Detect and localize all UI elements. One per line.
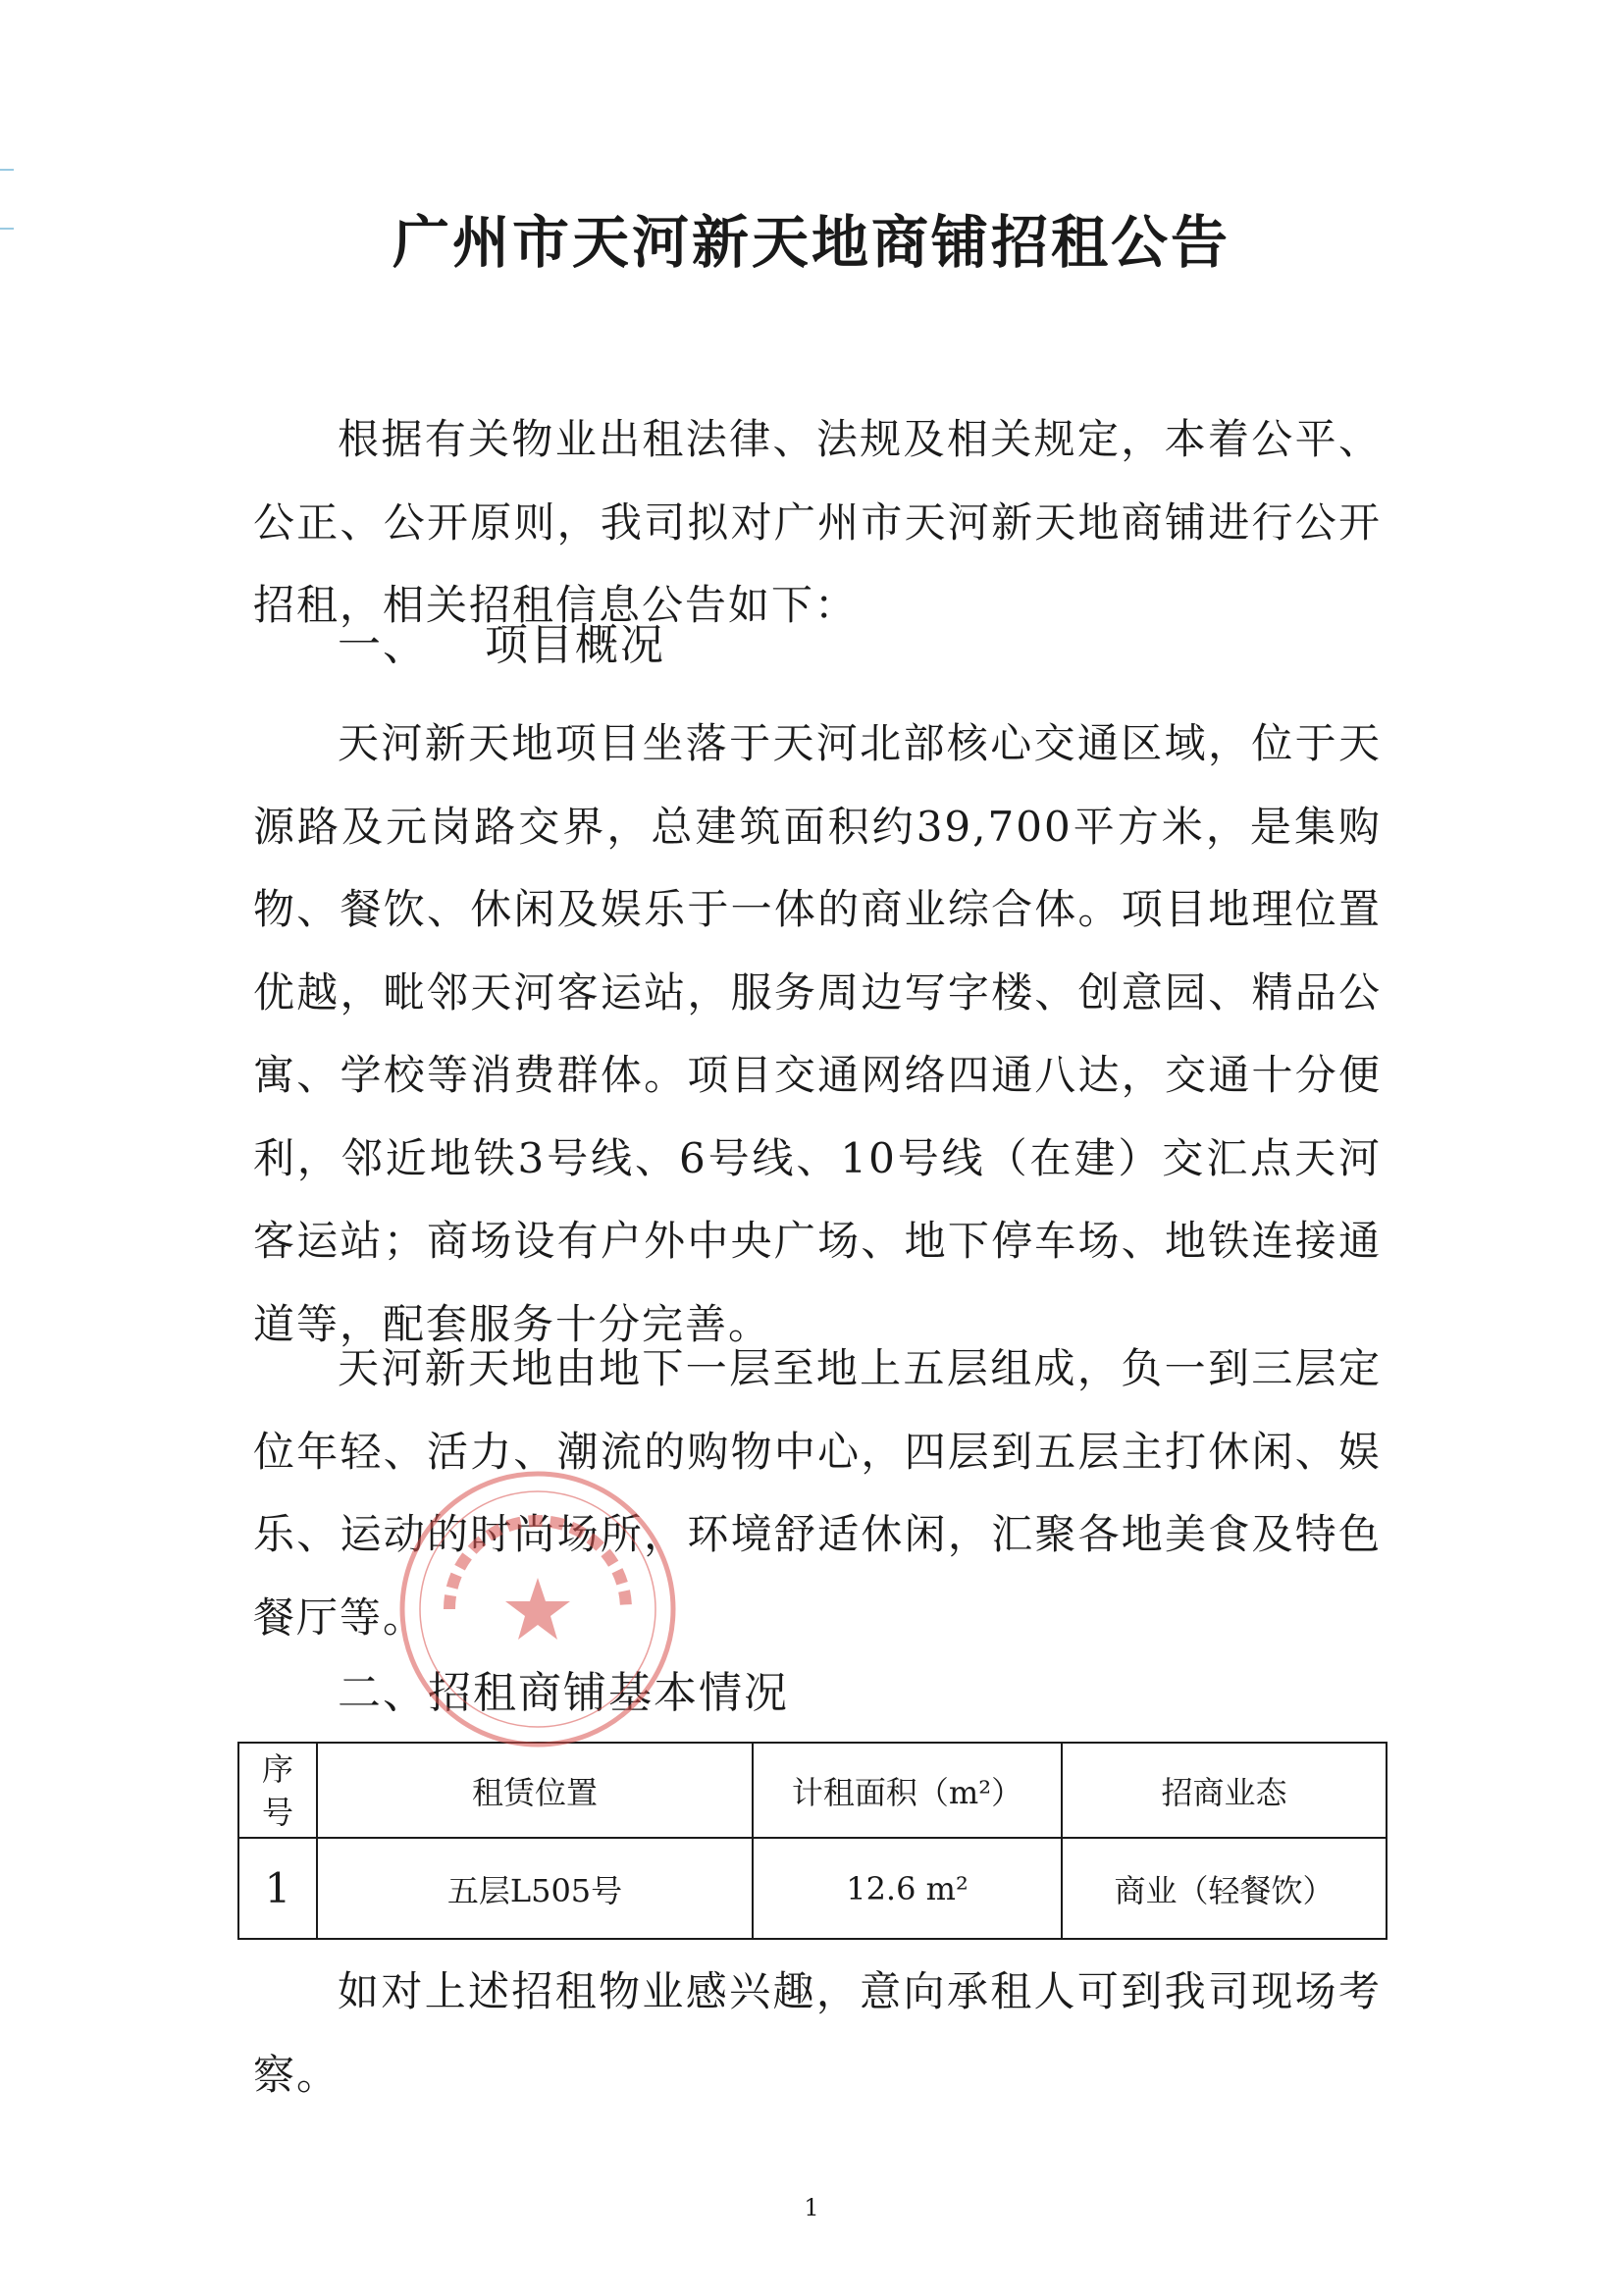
closing-paragraph: 如对上述招租物业感兴趣，意向承租人可到我司现场考察。 — [253, 1967, 1382, 2099]
cell-location: 五层L505号 — [317, 1838, 753, 1939]
cell-no: 1 — [238, 1838, 317, 1939]
intro-paragraph: 根据有关物业出租法律、法规及相关规定，本着公平、公正、公开原则，我司拟对广州市天河新天地商铺进行公开招租，相关招租信息公告如下： — [253, 415, 1382, 629]
header-location: 租赁位置 — [317, 1743, 753, 1838]
table-row — [238, 1838, 1387, 1939]
cell-business-type: 商业（轻餐饮） — [1062, 1838, 1387, 1939]
section1-title: 项目概况 — [485, 620, 665, 670]
page-number: 1 — [804, 2194, 819, 2221]
table-header-row — [238, 1743, 1387, 1838]
header-business-type: 招商业态 — [1062, 1743, 1387, 1838]
section2-heading: 二、招租商铺基本情况 — [338, 1668, 789, 1718]
section1-number: 一、 — [338, 620, 428, 670]
cell-area: 12.6 m² — [753, 1838, 1062, 1939]
floor-layout-paragraph: 天河新天地由地下一层至地上五层组成，负一到三层定位年轻、活力、潮流的购物中心，四层到五层主打休闲、娱乐、运动的时尚场所，环境舒适休闲，汇聚各地美食及特色餐厅等。 — [253, 1344, 1382, 1642]
header-area: 计租面积（m²） — [753, 1743, 1062, 1838]
document-title: 广州市天河新天地商铺招租公告 — [392, 209, 1230, 276]
header-no: 序号 — [238, 1743, 317, 1838]
scan-edge-mark — [0, 169, 14, 171]
section1-heading — [338, 620, 665, 670]
project-overview-paragraph: 天河新天地项目坐落于天河北部核心交通区域，位于天源路及元岗路交界，总建筑面积约39,700平方米，是集购物、餐饮、休闲及娱乐于一体的商业综合体。项目地理位置优越，毗邻天河客运站，服务周边写字楼、创意园、精品公寓、学校等消费群体。项目交通网络四通八达，交通十分便利，邻近地铁3号线、6号线、10号线（在建）交汇点天河客运站；商场设有户外中央广场、地下停车场、地铁连接通道等，配套服务十分完善。 — [253, 719, 1382, 1348]
lease-table — [237, 1742, 1387, 1940]
